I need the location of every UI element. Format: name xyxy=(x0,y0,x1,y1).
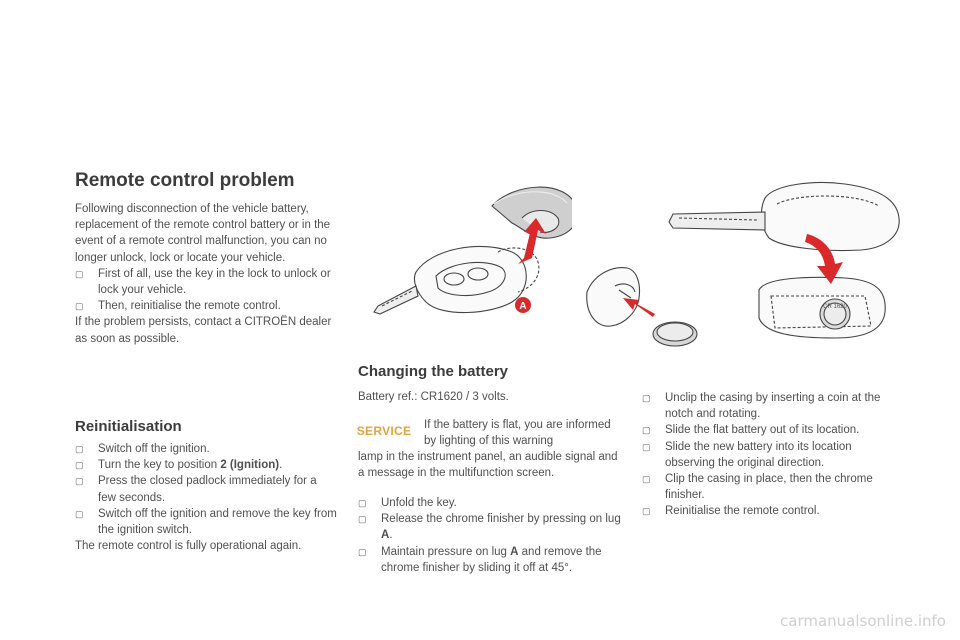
lug-reference: A xyxy=(381,529,390,542)
battery-ref-text: Battery ref.: CR1620 / 3 volts. xyxy=(358,391,509,403)
section-title-remote-control-problem: Remote control problem xyxy=(75,170,295,191)
problem-bullet: ▢ Then, reinitialise the remote control. xyxy=(75,298,337,314)
warning-lamp-text-b xyxy=(358,449,623,481)
battery-step: ▢ Reinitialise the remote control. xyxy=(642,503,904,519)
remote-control-problem-text xyxy=(75,201,337,347)
reinit-step-text: . xyxy=(279,459,283,472)
battery-casing-illustration xyxy=(665,178,905,348)
battery-steps-right xyxy=(642,390,904,520)
reinit-step: ▢ Press the closed padlock immediately for a few seconds. xyxy=(75,473,337,505)
service-warning-lamp-icon: SERVICE xyxy=(356,424,412,438)
problem-intro: Following disconnection of the vehicle battery, replacement of the remote control battery or in the event of a remote control malfunction, you can no longer unlock, lock or locate your vehicle. xyxy=(75,203,331,264)
lug-a-label: A xyxy=(519,301,527,312)
section-title-changing-the-battery: Changing the battery xyxy=(358,363,509,380)
reinitialisation-text xyxy=(75,441,337,554)
battery-label: CR 1620 xyxy=(823,304,847,310)
reinit-outro: The remote control is fully operational again. xyxy=(75,540,302,553)
battery-step: ▢ Unclip the casing by inserting a coin at the notch and rotating. xyxy=(642,390,904,422)
key-finisher-removal-illustration xyxy=(372,178,572,348)
battery-steps-left xyxy=(358,495,623,576)
battery-step-text: and remove the chrome finisher by sliding it off at 45°. xyxy=(381,545,602,574)
reinit-step-text: Turn the key to position xyxy=(98,459,221,472)
battery-step xyxy=(358,511,623,543)
lug-reference: A xyxy=(510,545,519,558)
battery-step-text: Release the chrome finisher by pressing on lug xyxy=(381,513,621,526)
battery-ref xyxy=(358,389,623,405)
reinit-step: ▢ Switch off the ignition and remove the key from the ignition switch. xyxy=(75,506,337,538)
warning-lamp-text: If the battery is flat, you are informed by lighting of this warning xyxy=(424,419,611,448)
battery-step: ▢ Slide the new battery into its location observing the original direction. xyxy=(642,439,904,471)
battery-step: ▢ Slide the flat battery out of its location. xyxy=(642,422,904,438)
battery-step-text: . xyxy=(389,529,393,542)
warning-lamp-text: lamp in the instrument panel, an audible signal and a message in the multifunction screen. xyxy=(358,451,618,480)
section-title-reinitialisation: Reinitialisation xyxy=(75,418,182,435)
reinit-step: ▢ Switch off the ignition. xyxy=(75,441,337,457)
problem-bullet: ▢ First of all, use the key in the lock to unlock or lock your vehicle. xyxy=(75,266,337,298)
watermark: carmanualsonline.info xyxy=(780,612,946,630)
battery-step-text: Maintain pressure on lug xyxy=(381,545,511,558)
battery-step: ▢ Unfold the key. xyxy=(358,495,623,511)
ignition-position-label: 2 (Ignition) xyxy=(220,459,280,472)
battery-step xyxy=(358,544,623,576)
warning-lamp-text-a xyxy=(424,417,620,449)
battery-step: ▢ Clip the casing in place, then the chrome finisher. xyxy=(642,471,904,503)
reinit-step xyxy=(75,457,337,473)
problem-outro: If the problem persists, contact a CITROËN dealer as soon as possible. xyxy=(75,316,332,345)
